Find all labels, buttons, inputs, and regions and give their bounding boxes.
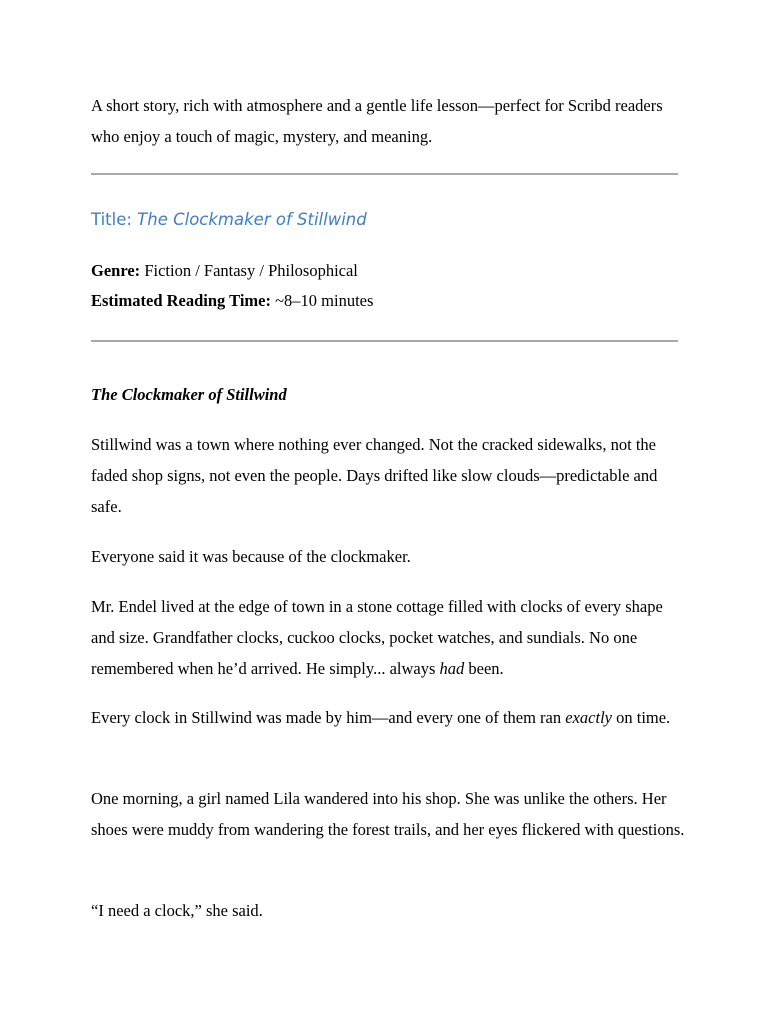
story-paragraph-4 — [91, 702, 686, 733]
genre-line — [91, 257, 358, 285]
paragraph-4-text-end: on time. — [611, 708, 671, 727]
paragraph-4-emphasis: exactly — [565, 708, 612, 727]
story-paragraph-5: One morning, a girl named Lila wandered into his shop. She was unlike the others. Her shoes were muddy from wandering the forest trails, and her eyes flickered with questions. — [91, 789, 685, 839]
story-paragraph-3 — [91, 591, 686, 684]
reading-time-label: Estimated Reading Time: — [91, 291, 271, 310]
reading-time-value: ~8–10 minutes — [270, 291, 374, 310]
story-paragraph-2: Everyone said it was because of the clockmaker. — [91, 547, 411, 566]
horizontal-rule-top — [91, 173, 678, 175]
title-label: Title: — [91, 210, 138, 229]
story-paragraph-6: “I need a clock,” she said. — [91, 901, 263, 920]
genre-value: Fiction / Fantasy / Philosophical — [140, 261, 358, 280]
story-title: The Clockmaker of Stillwind — [91, 385, 287, 404]
document-title-heading — [91, 206, 367, 234]
story-paragraph-1: Stillwind was a town where nothing ever changed. Not the cracked sidewalks, not the faded shop signs, not even the people. Days drifted like slow clouds—predictable and safe. — [91, 435, 658, 516]
intro-paragraph: A short story, rich with atmosphere and a gentle life lesson—perfect for Scribd readers who enjoy a touch of magic, mystery, and meaning. — [91, 96, 663, 146]
paragraph-3-text-start: Mr. Endel lived at the edge of town in a stone cottage filled with clocks of every shape and size. Grandfather clocks, cuckoo clocks, pocket watches, and sundials. No one remembered when he’d arrived. He simply... always — [91, 597, 663, 678]
paragraph-4-text-start: Every clock in Stillwind was made by him—and every one of them ran — [91, 708, 566, 727]
genre-label: Genre: — [91, 261, 141, 280]
paragraph-3-text-end: been. — [464, 659, 504, 678]
title-value: The Clockmaker of Stillwind — [137, 210, 367, 229]
reading-time-line — [91, 287, 373, 315]
horizontal-rule-bottom — [91, 340, 678, 342]
paragraph-3-emphasis: had — [439, 659, 465, 678]
